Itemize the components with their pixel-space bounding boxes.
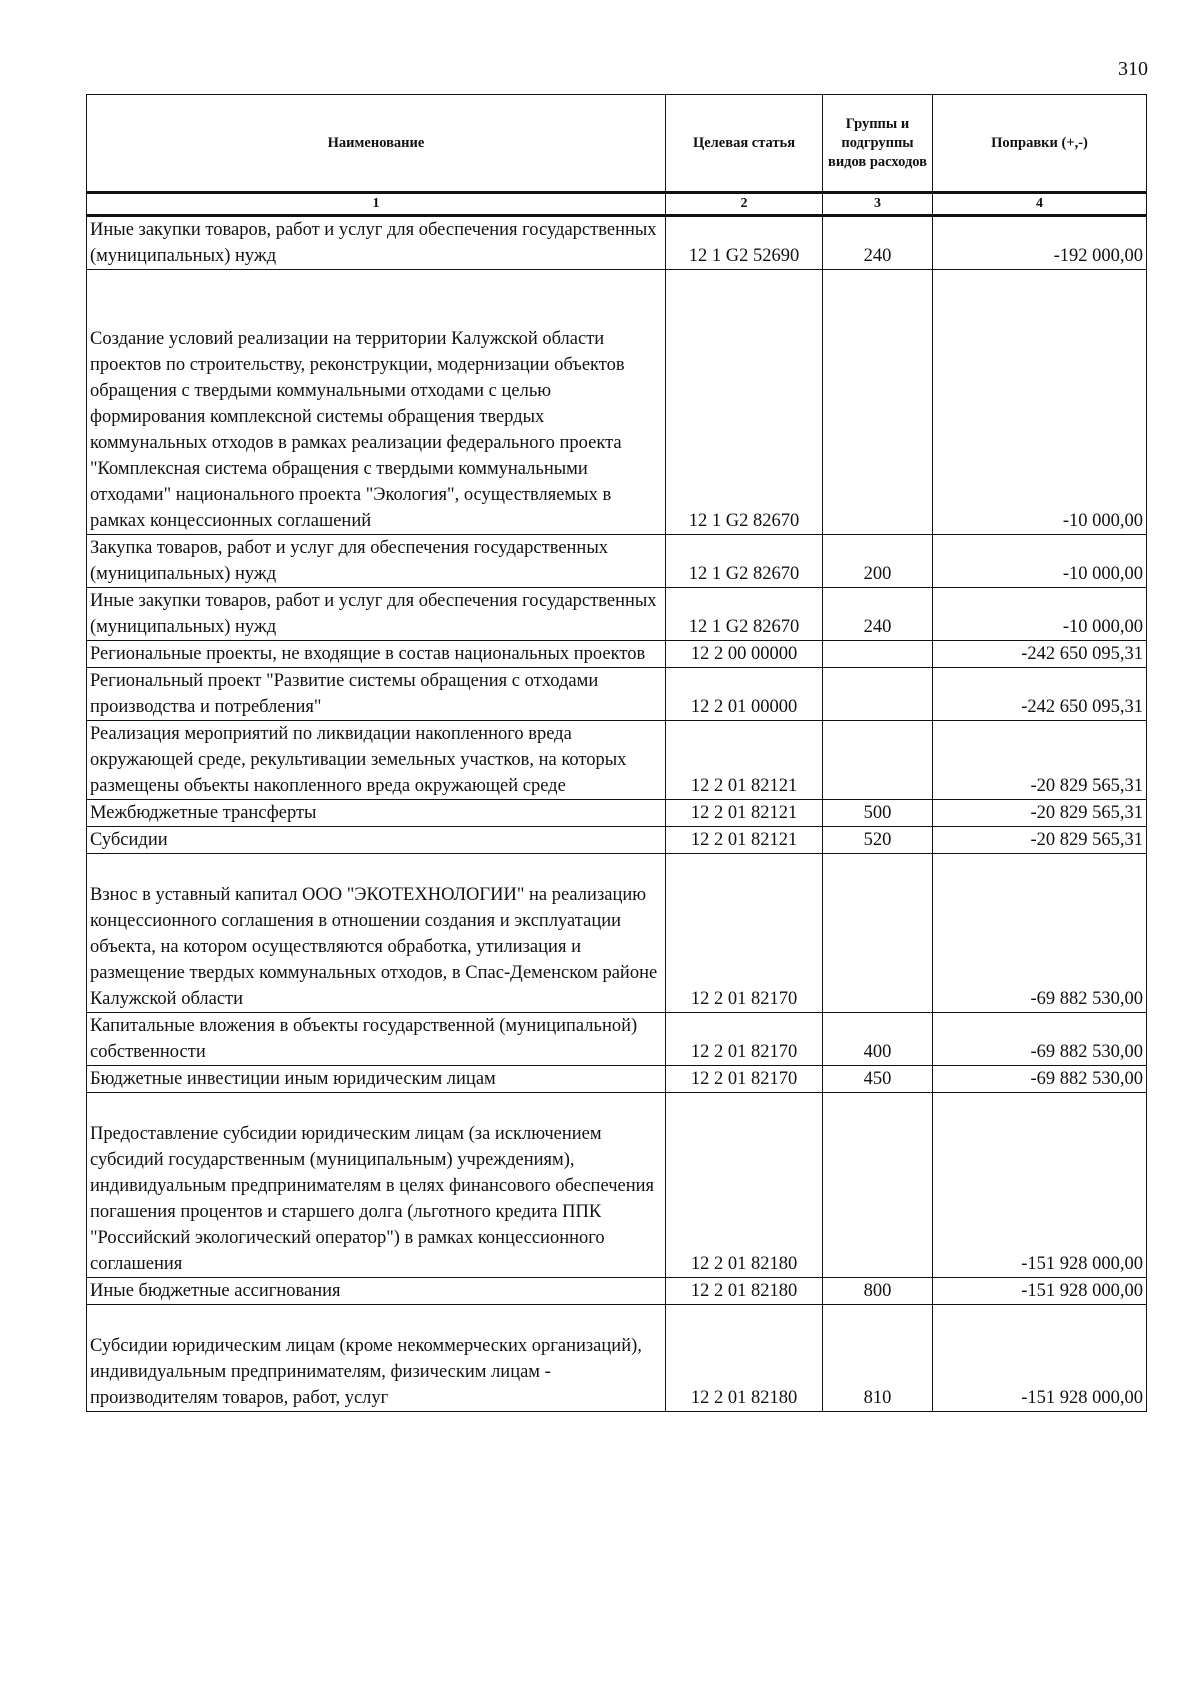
header-amount: Поправки (+,-) bbox=[933, 95, 1147, 193]
row-amount: -151 928 000,00 bbox=[933, 1093, 1147, 1278]
row-code: 12 1 G2 82670 bbox=[666, 270, 823, 535]
row-group: 450 bbox=[823, 1066, 933, 1093]
row-code: 12 2 00 00000 bbox=[666, 641, 823, 668]
row-name: Закупка товаров, работ и услуг для обеспечения государственных (муниципальных) нужд bbox=[87, 535, 666, 588]
row-group: 810 bbox=[823, 1305, 933, 1412]
row-group bbox=[823, 1093, 933, 1278]
row-name: Региональный проект "Развитие системы обращения с отходами производства и потребления" bbox=[87, 668, 666, 721]
row-code: 12 2 01 82180 bbox=[666, 1305, 823, 1412]
row-group: 240 bbox=[823, 216, 933, 270]
column-number: 1 bbox=[87, 193, 666, 216]
table-row bbox=[87, 854, 1147, 1013]
row-name: Бюджетные инвестиции иным юридическим лицам bbox=[87, 1066, 666, 1093]
row-name: Иные закупки товаров, работ и услуг для обеспечения государственных (муниципальных) нужд bbox=[87, 216, 666, 270]
row-name: Реализация мероприятий по ликвидации накопленного вреда окружающей среде, рекультивации земельных участков, на которых размещены объекты накопленного вреда окружающей среде bbox=[87, 721, 666, 800]
row-amount: -20 829 565,31 bbox=[933, 800, 1147, 827]
row-amount: -10 000,00 bbox=[933, 588, 1147, 641]
table-row bbox=[87, 1278, 1147, 1305]
row-code: 12 2 01 82180 bbox=[666, 1278, 823, 1305]
row-group: 520 bbox=[823, 827, 933, 854]
row-name: Иные бюджетные ассигнования bbox=[87, 1278, 666, 1305]
table-row bbox=[87, 721, 1147, 800]
row-group: 800 bbox=[823, 1278, 933, 1305]
row-group bbox=[823, 641, 933, 668]
row-amount: -20 829 565,31 bbox=[933, 827, 1147, 854]
table-row bbox=[87, 641, 1147, 668]
row-amount: -20 829 565,31 bbox=[933, 721, 1147, 800]
row-group: 200 bbox=[823, 535, 933, 588]
row-group bbox=[823, 854, 933, 1013]
row-group: 400 bbox=[823, 1013, 933, 1066]
header-group: Группы и подгруппы видов расходов bbox=[823, 95, 933, 193]
row-amount: -69 882 530,00 bbox=[933, 1066, 1147, 1093]
row-code: 12 2 01 82170 bbox=[666, 854, 823, 1013]
column-number-row bbox=[87, 193, 1147, 216]
header-name: Наименование bbox=[87, 95, 666, 193]
table-row bbox=[87, 1093, 1147, 1278]
row-name: Межбюджетные трансферты bbox=[87, 800, 666, 827]
row-group bbox=[823, 270, 933, 535]
row-name: Предоставление субсидии юридическим лицам (за исключением субсидий государственным (муниципальным) учреждениям), индивидуальным предпринимателям в целях финансового обеспечения погашения процентов и старшего долга (льготного кредита ППК "Российский экологический оператор") в рамках концессионного соглашения bbox=[87, 1093, 666, 1278]
row-code: 12 2 01 00000 bbox=[666, 668, 823, 721]
row-code: 12 2 01 82121 bbox=[666, 800, 823, 827]
row-group bbox=[823, 668, 933, 721]
header-row bbox=[87, 95, 1147, 193]
page-number: 310 bbox=[1118, 58, 1148, 80]
row-amount: -10 000,00 bbox=[933, 270, 1147, 535]
table-row bbox=[87, 800, 1147, 827]
row-name: Создание условий реализации на территории Калужской области проектов по строительству, реконструкции, модернизации объектов обращения с твердыми коммунальными отходами с целью формирования комплексной системы обращения твердых коммунальных отходов в рамках реализации федерального проекта "Комплексная система обращения с твердыми коммунальными отходами" национального проекта "Экология", осуществляемых в рамках концессионных соглашений bbox=[87, 270, 666, 535]
table-row bbox=[87, 668, 1147, 721]
row-name: Взнос в уставный капитал ООО "ЭКОТЕХНОЛОГИИ" на реализацию концессионного соглашения в отношении создания и эксплуатации объекта, на котором осуществляются обработка, утилизация и размещение твердых коммунальных отходов, в Спас-Деменском районе Калужской области bbox=[87, 854, 666, 1013]
row-group: 240 bbox=[823, 588, 933, 641]
row-group bbox=[823, 721, 933, 800]
table-row bbox=[87, 535, 1147, 588]
row-name: Капитальные вложения в объекты государственной (муниципальной) собственности bbox=[87, 1013, 666, 1066]
table-row bbox=[87, 270, 1147, 535]
table-row bbox=[87, 1066, 1147, 1093]
row-code: 12 2 01 82121 bbox=[666, 827, 823, 854]
row-amount: -10 000,00 bbox=[933, 535, 1147, 588]
row-amount: -69 882 530,00 bbox=[933, 854, 1147, 1013]
row-code: 12 2 01 82180 bbox=[666, 1093, 823, 1278]
header-target: Целевая статья bbox=[666, 95, 823, 193]
column-number: 3 bbox=[823, 193, 933, 216]
row-amount: -242 650 095,31 bbox=[933, 668, 1147, 721]
row-code: 12 2 01 82170 bbox=[666, 1066, 823, 1093]
column-number: 2 bbox=[666, 193, 823, 216]
row-amount: -192 000,00 bbox=[933, 216, 1147, 270]
row-name: Иные закупки товаров, работ и услуг для обеспечения государственных (муниципальных) нужд bbox=[87, 588, 666, 641]
row-name: Субсидии bbox=[87, 827, 666, 854]
row-code: 12 1 G2 82670 bbox=[666, 535, 823, 588]
table-row bbox=[87, 1013, 1147, 1066]
row-amount: -242 650 095,31 bbox=[933, 641, 1147, 668]
row-amount: -151 928 000,00 bbox=[933, 1278, 1147, 1305]
row-code: 12 1 G2 82670 bbox=[666, 588, 823, 641]
row-amount: -151 928 000,00 bbox=[933, 1305, 1147, 1412]
budget-table bbox=[86, 94, 1147, 1412]
table-row bbox=[87, 588, 1147, 641]
row-code: 12 2 01 82121 bbox=[666, 721, 823, 800]
row-code: 12 2 01 82170 bbox=[666, 1013, 823, 1066]
table-row bbox=[87, 216, 1147, 270]
row-amount: -69 882 530,00 bbox=[933, 1013, 1147, 1066]
row-code: 12 1 G2 52690 bbox=[666, 216, 823, 270]
table-row bbox=[87, 827, 1147, 854]
column-number: 4 bbox=[933, 193, 1147, 216]
row-group: 500 bbox=[823, 800, 933, 827]
row-name: Региональные проекты, не входящие в состав национальных проектов bbox=[87, 641, 666, 668]
table-row bbox=[87, 1305, 1147, 1412]
row-name: Субсидии юридическим лицам (кроме некоммерческих организаций), индивидуальным предпринимателям, физическим лицам - производителям товаров, работ, услуг bbox=[87, 1305, 666, 1412]
